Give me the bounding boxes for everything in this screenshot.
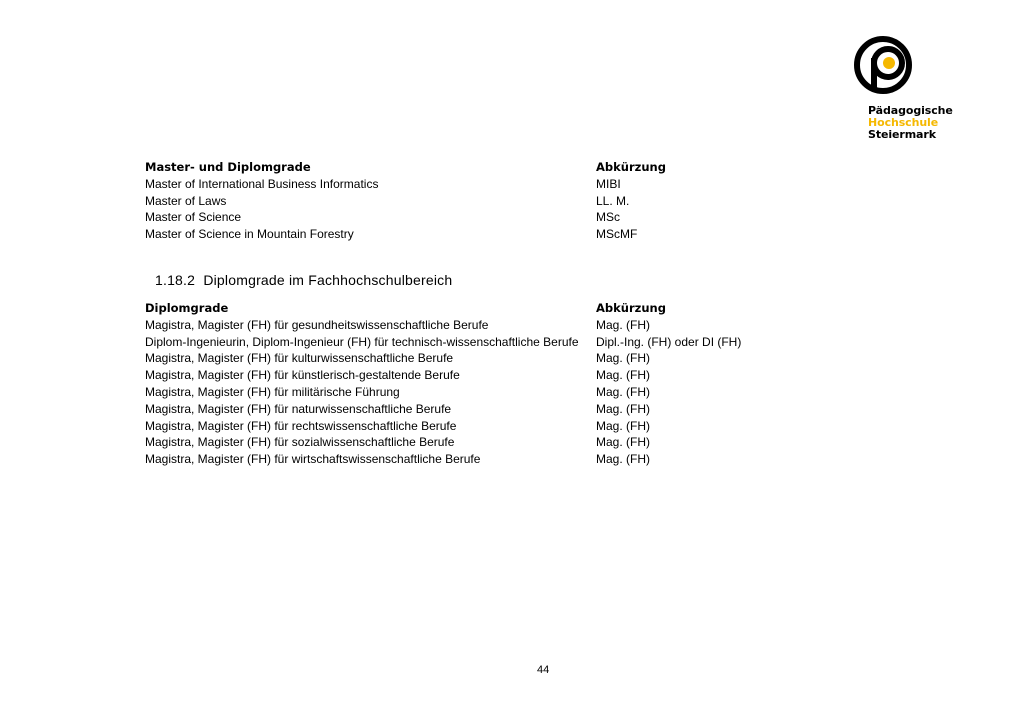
degree-cell: Diplom-Ingenieurin, Diplom-Ingenieur (FH) für technisch-wissenschaftliche Berufe <box>145 334 579 349</box>
table-row <box>145 193 765 210</box>
abbr-cell: Mag. (FH) <box>596 452 650 467</box>
header-degree: Master- und Diplomgrade <box>145 160 311 174</box>
logo-line-2: Hochschule <box>868 116 939 129</box>
page-number: 44 <box>537 664 550 676</box>
header-abbr: Abkürzung <box>596 301 666 315</box>
table-row <box>145 434 765 451</box>
abbr-cell: Mag. (FH) <box>596 401 650 416</box>
degree-cell: Magistra, Magister (FH) für rechtswissenschaftliche Berufe <box>145 418 457 433</box>
degree-cell: Magistra, Magister (FH) für wirtschaftswissenschaftliche Berufe <box>145 452 481 467</box>
table-header <box>145 159 765 176</box>
degree-cell: Magistra, Magister (FH) für sozialwissenschaftliche Berufe <box>145 435 455 450</box>
table-header <box>145 300 765 317</box>
abbr-cell: Mag. (FH) <box>596 384 650 399</box>
degree-cell: Master of Laws <box>145 193 227 208</box>
table-row <box>145 209 765 226</box>
degree-cell: Magistra, Magister (FH) für künstlerisch-gestaltende Berufe <box>145 368 460 383</box>
abbr-cell: MScMF <box>596 227 638 242</box>
abbr-cell: Mag. (FH) <box>596 368 650 383</box>
abbr-cell: Mag. (FH) <box>596 435 650 450</box>
table-row <box>145 401 765 418</box>
logo-line-3: Steiermark <box>868 128 936 141</box>
table-row <box>145 176 765 193</box>
header-abbr: Abkürzung <box>596 160 666 174</box>
master-degrees-table <box>145 159 765 243</box>
section-heading <box>155 272 452 288</box>
fh-diploma-degrees-table <box>145 300 765 468</box>
table-row <box>145 418 765 435</box>
abbr-cell: Mag. (FH) <box>596 317 650 332</box>
abbr-cell: Mag. (FH) <box>596 418 650 433</box>
table-row <box>145 451 765 468</box>
degree-cell: Magistra, Magister (FH) für gesundheitswissenschaftliche Berufe <box>145 317 489 332</box>
table-row <box>145 317 765 334</box>
degree-cell: Master of Science in Mountain Forestry <box>145 227 354 242</box>
section-title: Diplomgrade im Fachhochschulbereich <box>203 272 453 288</box>
table-row <box>145 384 765 401</box>
header-degree: Diplomgrade <box>145 301 229 315</box>
degree-cell: Master of Science <box>145 210 242 225</box>
abbr-cell: Mag. (FH) <box>596 351 650 366</box>
logo-line-1: Pädagogische <box>868 104 953 117</box>
degree-cell: Master of International Business Informatics <box>145 176 379 191</box>
abbr-cell: MIBI <box>596 176 621 191</box>
degree-cell: Magistra, Magister (FH) für militärische Führung <box>145 384 400 399</box>
abbr-cell: Dipl.-Ing. (FH) oder DI (FH) <box>596 334 742 349</box>
table-row <box>145 350 765 367</box>
table-row <box>145 367 765 384</box>
degree-cell: Magistra, Magister (FH) für kulturwissenschaftliche Berufe <box>145 351 454 366</box>
logo-wordmark <box>868 105 953 141</box>
abbr-cell: LL. M. <box>596 193 630 208</box>
table-row <box>145 334 765 351</box>
abbr-cell: MSc <box>596 210 620 225</box>
section-number: 1.18.2 <box>155 272 196 288</box>
degree-cell: Magistra, Magister (FH) für naturwissenschaftliche Berufe <box>145 401 452 416</box>
table-row <box>145 226 765 243</box>
